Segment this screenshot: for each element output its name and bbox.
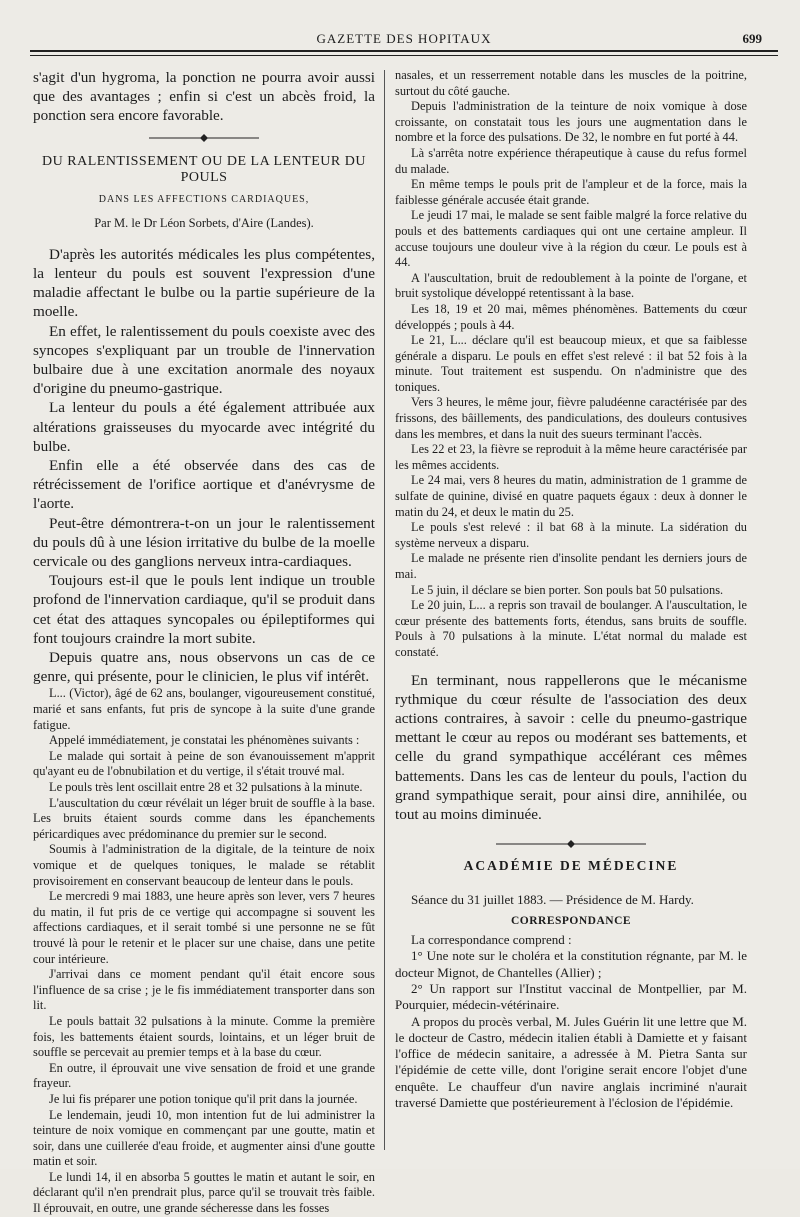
page-number: 699 <box>742 31 762 46</box>
body-paragraph: En effet, le ralentissement du pouls coexiste avec des syncopes s'expliquant par un trouble de l'innervation bulbaire due à une excitation anormale des noyaux d'origine du pneumo-gastrique. <box>33 322 375 398</box>
article-subtitle: DANS LES AFFECTIONS CARDIAQUES, <box>98 194 310 206</box>
ornament-divider-icon <box>149 134 259 142</box>
case-paragraph: Là s'arrêta notre expérience thérapeutique à cause du refus formel du malade. <box>395 145 747 176</box>
right-column <box>395 68 747 1148</box>
ornament-divider-icon <box>496 840 646 848</box>
correspondance-heading: CORRESPONDANCE <box>510 914 632 927</box>
seance-line: Séance du 31 juillet 1883. — Présidence de M. Hardy. <box>411 892 694 908</box>
case-paragraph: Le pouls s'est relevé : il bat 68 à la minute. La sidération du système nerveux a disparu. <box>395 520 747 550</box>
body-paragraph: Enfin elle a été observée dans des cas de rétrécissement de l'orifice aortique et d'anévrysme de l'aorte. <box>33 457 375 513</box>
case-paragraph: nasales, et un resserrement notable dans les muscles de la poitrine, surtout du côté gauche. <box>395 68 747 98</box>
body-paragraph: La lenteur du pouls a été également attribuée aux altérations graisseuses du myocarde avec intégrité du bulbe. <box>33 399 375 455</box>
article-author: Par M. le Dr Léon Sorbets, d'Aire (Landes). <box>94 215 314 230</box>
case-paragraph: Je lui fis préparer une potion tonique qu'il prit dans la journée. <box>49 1091 358 1106</box>
body-paragraph: D'après les autorités médicales les plus compétentes, la lenteur du pouls est souvent l'expression d'une maladie affectant le bulbe ou la partie supérieure de la moelle. <box>33 245 375 321</box>
case-paragraph: Le lendemain, jeudi 10, mon intention fut de lui administrer la teinture de noix vomique en commençant par une goutte, matin et soir, dans une cuillerée d'eau froide, et augmenter ainsi d'une goutte matin et soir. <box>33 1107 375 1169</box>
case-paragraph: L'auscultation du cœur révélait un léger bruit de souffle à la base. Les bruits étaient sourds comme dans les épanchements péricardiques avec prédominance du premier sur le second. <box>33 795 375 841</box>
case-paragraph: Appelé immédiatement, je constatai les phénomènes suivants : <box>49 733 360 748</box>
case-paragraph: Le pouls très lent oscillait entre 28 et 32 pulsations à la minute. <box>49 780 363 795</box>
case-paragraph: A l'auscultation, bruit de redoublement à la pointe de l'organe, et bruit systolique développé retentissant à la base. <box>395 270 747 301</box>
case-paragraph: Le malade ne présente rien d'insolite pendant les derniers jours de mai. <box>395 551 747 581</box>
case-paragraph: Le 21, L... déclare qu'il est beaucoup mieux, et que sa faiblesse générale a disparu. Le pouls en effet s'est relevé : il bat 52 fois à la minute. Tout traitement est suspendu. On n'administre que des toniques. <box>395 333 747 394</box>
case-paragraph: Depuis l'administration de la teinture de noix vomique à dose croissante, on constatait tous les jours une augmentation dans le nombre et la force des pulsations. De 32, le nombre en fut porté à 44. <box>395 99 747 145</box>
conclusion-paragraph: En terminant, nous rappellerons que le mécanisme rythmique du cœur résulte de l'association des deux actions contraires, à savoir : celle du pneumo-gastrique mettant le cœur au repos ou modérant ses battements, et celle du grand sympathique accélérant ces mêmes battements. Dans les cas de lenteur du pouls, l'action du grand sympathique serait, pour ainsi dire, annihilée, ou tout au moins diminuée. <box>395 671 747 823</box>
left-column <box>33 68 375 1216</box>
case-paragraph: Le 24 mai, vers 8 heures du matin, administration de 1 gramme de sulfate de quinine, divisé en quatre paquets égaux : deux à donner le matin du 24, et deux le matin du 25. <box>395 473 747 519</box>
body-paragraph: Peut-être démontrera-t-on un jour le ralentissement du pouls dû à une lésion irritative du bulbe de la moelle cervicale ou des ganglions nerveux intra-cardiaques. <box>33 514 375 571</box>
case-paragraph: Le lundi 14, il en absorba 5 gouttes le matin et autant le soir, en déclarant qu'il n'en prendrait plus, parce qu'il se trouvait très faible. Il éprouvait, en outre, une grande sécheresse dans les fosses <box>33 1169 375 1216</box>
case-paragraph: Le pouls battait 32 pulsations à la minute. Comme la première fois, les battements étaient sourds, lointains, et un léger bruit de souffle se percevait au premier temps et à la base du cœur. <box>33 1013 375 1060</box>
academy-paragraph: La correspondance comprend : <box>411 932 572 948</box>
header-rule-thin <box>30 55 778 56</box>
body-paragraph: Toujours est-il que le pouls lent indique un trouble profond de l'innervation cardiaque, qu'il se produit dans cet état des attaques syncopales ou épileptiformes qui font toujours craindre la mort subite. <box>33 572 375 647</box>
case-paragraph: Le 5 juin, il déclare se bien porter. Son pouls bat 50 pulsations. <box>411 582 724 597</box>
header-rule-thick <box>30 50 778 52</box>
case-paragraph: Le mercredi 9 mai 1883, une heure après son lever, vers 7 heures du matin, il fut pris de ce vertige qui accompagne si souvent les affections cardiaques, et il serait tombé si une personne ne se fût trouvé là pour le retenir et le placer sur une chaise, dans une petite cour intérieure. <box>33 889 375 966</box>
case-paragraph: J'arrivai dans ce moment pendant qu'il était encore sous l'influence de sa crise ; je le fis immédiatement transporter dans son lit. <box>33 967 375 1013</box>
case-paragraph: L... (Victor), âgé de 62 ans, boulanger, vigoureusement constitué, marié et sans enfants, fut pris de syncope à la suite d'une grande fatigue. <box>33 686 375 732</box>
intro-paragraph: s'agit d'un hygroma, la ponction ne pourra avoir aussi que des avantages ; enfin si c'est un abcès froid, la ponction sera encore favorable. <box>33 69 375 125</box>
academy-paragraph: A propos du procès verbal, M. Jules Guérin lit une lettre que M. le docteur de Castro, médecin italien établi à Damiette et y faisant l'office de médecin sanitaire, a adressée à M. Pietra Santa sur l'épidémie de cette ville, dont l'origine serait encore l'objet d'une enquête. Le chauffeur d'un navire anglais incriminé n'aurait traversé Damiette que postérieurement à l'éclosion de l'épidémie. <box>395 1013 747 1111</box>
academy-list-item: 2° Un rapport sur l'Institut vaccinal de Montpellier, par M. Pourquier, médecin-vétérinaire. <box>395 980 747 1013</box>
column-divider <box>384 70 385 1150</box>
case-paragraph: Le 20 juin, L... a repris son travail de boulanger. A l'auscultation, le cœur présente des battements forts, étendus, sans bruits de souffle. Pouls à 70 pulsations à la minute. L'état normal du malade est constaté. <box>395 598 747 659</box>
running-title: GAZETTE DES HOPITAUX <box>316 31 492 46</box>
case-paragraph: Les 22 et 23, la fièvre se reproduit à la même heure caractérisée par les mêmes accidents. <box>395 442 747 472</box>
academy-title: ACADÉMIE DE MÉDECINE <box>463 858 679 874</box>
case-paragraph: En outre, il éprouvait une vive sensation de froid et une grande frayeur. <box>33 1060 375 1091</box>
academy-list-item: 1° Une note sur le choléra et la constitution régnante, par M. le docteur Mignot, de Chantelles (Allier) ; <box>395 948 747 980</box>
page-header <box>30 28 778 58</box>
case-paragraph: Vers 3 heures, le même jour, fièvre paludéenne caractérisée par des frissons, des bâillements, des pandiculations, des douleurs contusives dans les membres, et dans la nuit des sueurs terminant l'accès. <box>395 395 747 441</box>
case-paragraph: Le malade qui sortait à peine de son évanouissement m'apprit qu'ayant eu de l'obnubilation et du vertige, il s'était trouvé mal. <box>33 748 375 779</box>
case-paragraph: Le jeudi 17 mai, le malade se sent faible malgré la force relative du pouls et des battements cardiaques qui ont une certaine ampleur. Il accuse toujours une douleur vive à la région du cœur. Le pouls est à 44. <box>395 208 747 270</box>
body-paragraph: Depuis quatre ans, nous observons un cas de ce genre, qui présente, pour le clinicien, le plus vif intérêt. <box>33 649 375 686</box>
article-title: DU RALENTISSEMENT OU DE LA LENTEUR DU POULS <box>42 153 366 185</box>
case-paragraph: Soumis à l'administration de la digitale, de la teinture de noix vomique et de quelques toniques, le malade se rétablit provisoirement en conservant beaucoup de lenteur dans le pouls. <box>33 842 375 888</box>
case-paragraph: En même temps le pouls prit de l'ampleur et de la force, mais la faiblesse générale accusée était grande. <box>395 177 747 207</box>
case-paragraph: Les 18, 19 et 20 mai, mêmes phénomènes. Battements du cœur développés ; pouls à 44. <box>395 301 747 332</box>
